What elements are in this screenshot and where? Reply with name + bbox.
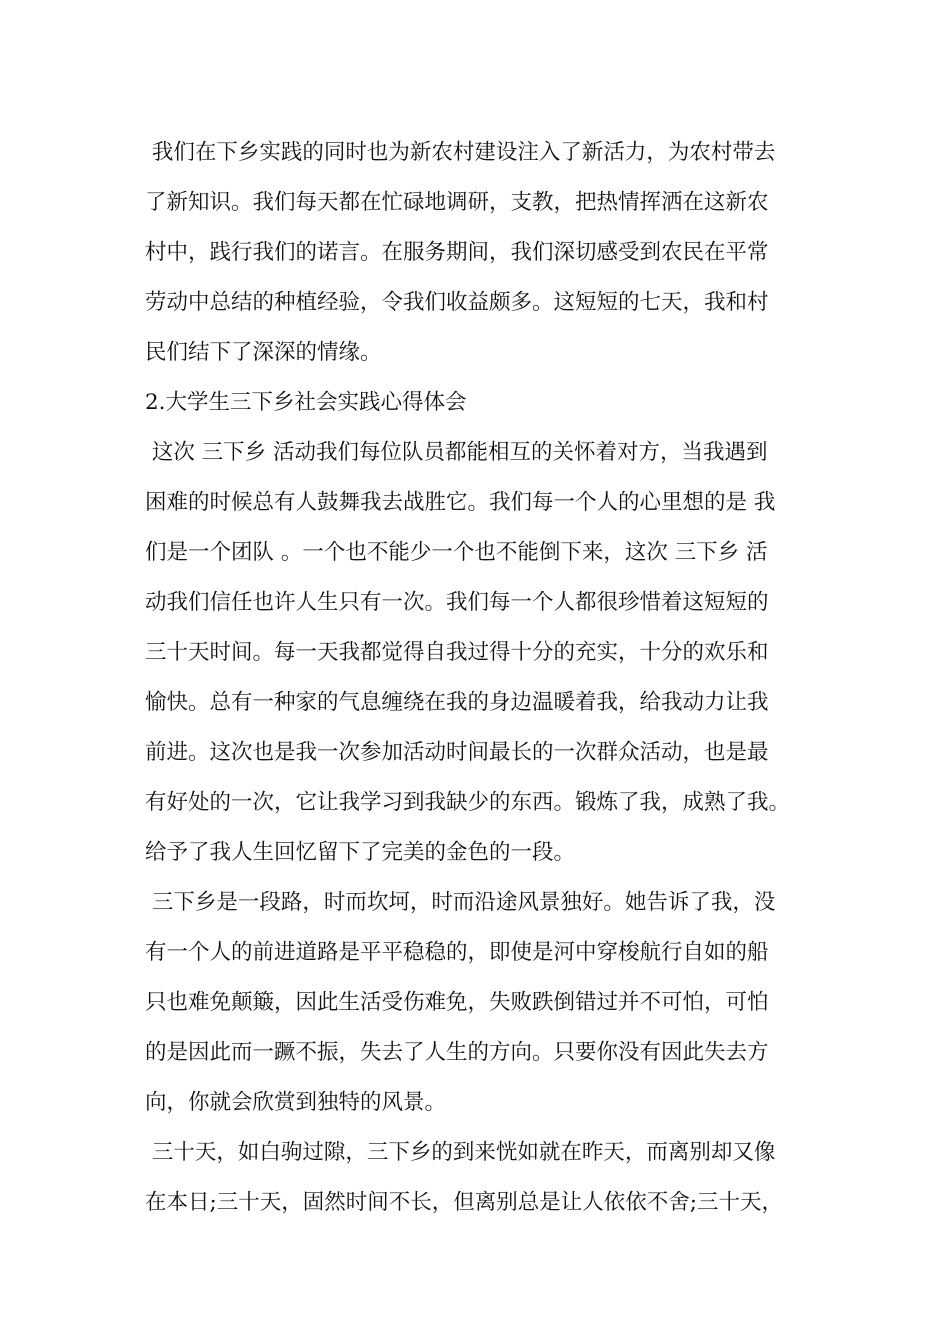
text-line: 三十天，如白驹过隙，三下乡的到来恍如就在昨天，而离别却又像 bbox=[145, 1140, 776, 1165]
text-line: 们是一个团队 。一个也不能少一个也不能倒下来，这次 三下乡 活 bbox=[145, 540, 768, 565]
text-line: 三下乡是一段路，时而坎坷，时而沿途风景独好。她告诉了我，没 bbox=[145, 890, 776, 915]
text-line: 了新知识。我们每天都在忙碌地调研，支教，把热情挥洒在这新农 bbox=[145, 190, 769, 215]
text-line: 这次 三下乡 活动我们每位队员都能相互的关怀着对方，当我遇到 bbox=[145, 440, 768, 465]
text-line: 动我们信任也许人生只有一次。我们每一个人都很珍惜着这短短的 bbox=[145, 590, 769, 615]
text-line: 只也难免颠簸，因此生活受伤难免，失败跌倒错过并不可怕，可怕 bbox=[145, 990, 769, 1015]
text-line: 有一个人的前进道路是平平稳稳的，即使是河中穿梭航行自如的船 bbox=[145, 940, 769, 965]
text-line: 劳动中总结的种植经验，令我们收益颇多。这短短的七天，我和村 bbox=[145, 290, 769, 315]
text-line: 三十天时间。每一天我都觉得自我过得十分的充实，十分的欢乐和 bbox=[145, 640, 769, 665]
text-line: 在本日;三十天，固然时间不长，但离别总是让人依依不舍;三十天， bbox=[145, 1190, 783, 1215]
text-line: 我们在下乡实践的同时也为新农村建设注入了新活力，为农村带去 bbox=[145, 140, 776, 165]
text-line: 向，你就会欣赏到独特的风景。 bbox=[145, 1090, 447, 1115]
text-line: 困难的时候总有人鼓舞我去战胜它。我们每一个人的心里想的是 我 bbox=[145, 490, 776, 515]
text-line: 有好处的一次，它让我学习到我缺少的东西。锻炼了我，成熟了我。 bbox=[145, 790, 791, 815]
text-line: 给予了我人生回忆留下了完美的金色的一段。 bbox=[145, 840, 576, 865]
text-line: 民们结下了深深的情缘。 bbox=[145, 340, 382, 365]
text-line: 前进。这次也是我一次参加活动时间最长的一次群众活动，也是最 bbox=[145, 740, 769, 765]
text-line: 愉快。总有一种家的气息缠绕在我的身边温暖着我，给我动力让我 bbox=[145, 690, 769, 715]
text-line: 的是因此而一蹶不振，失去了人生的方向。只要你没有因此失去方 bbox=[145, 1040, 769, 1065]
text-line: 村中，践行我们的诺言。在服务期间，我们深切感受到农民在平常 bbox=[145, 240, 769, 265]
section-heading: 2.大学生三下乡社会实践心得体会 bbox=[145, 390, 467, 415]
